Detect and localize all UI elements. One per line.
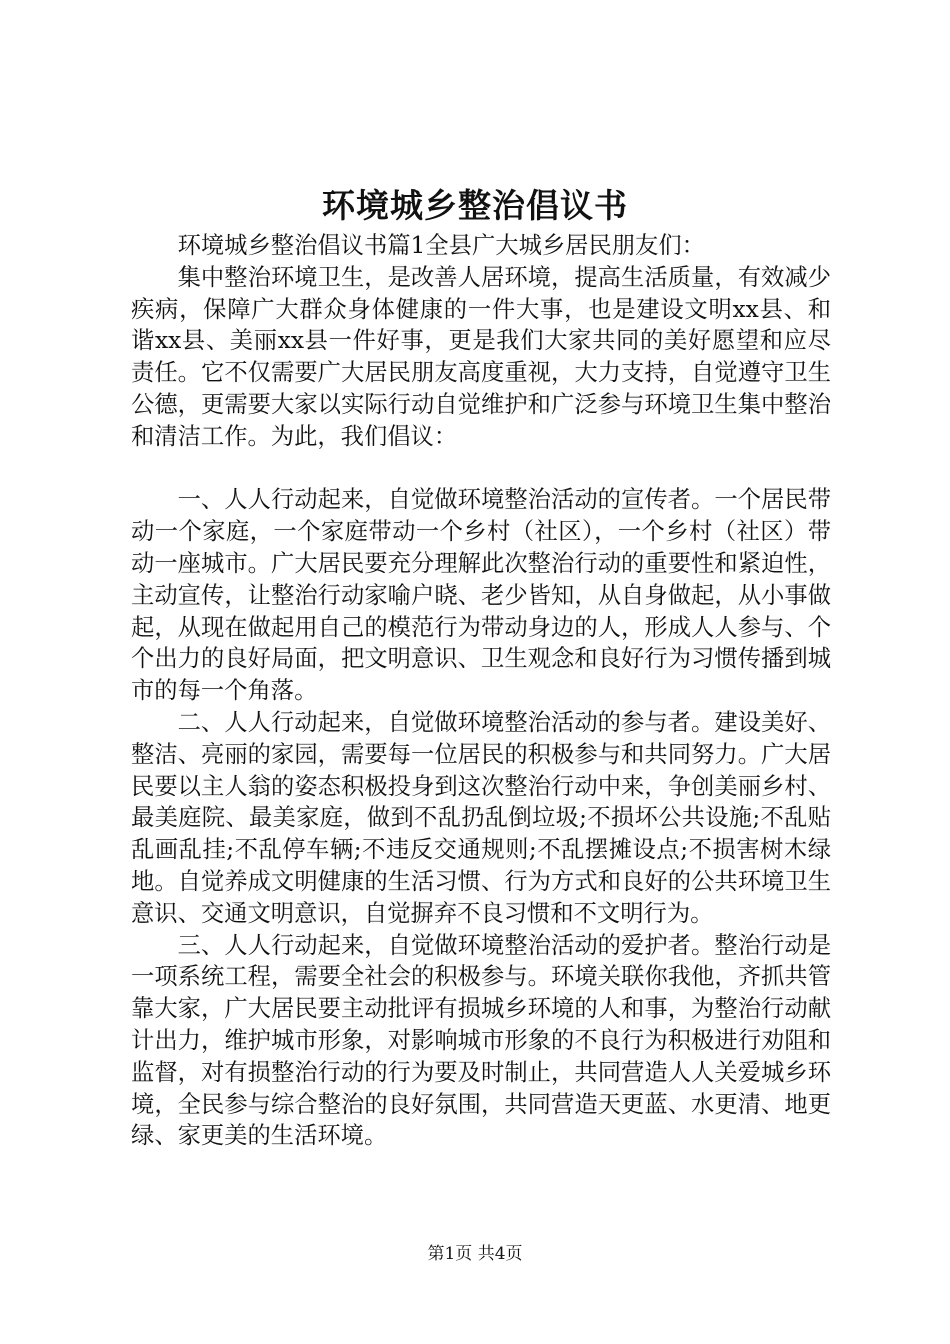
paragraph-point-three: 三、人人行动起来，自觉做环境整治活动的爱护者。整治行动是一项系统工程，需要全社会的积极参与。环境关联你我他，齐抓共管靠大家，广大居民要主动批评有损城乡环境的人和事，为整治行动献计出力，维护城市形象，对影响城市形象的不良行为积极进行劝阻和监督，对有损整治行动的行为要及时制止，共同营造人人关爱城乡环境，全民参与综合整治的良好氛围，共同营造天更蓝、水更清、地更绿、家更美的生活环境。 bbox=[131, 931, 831, 1150]
paragraph-gap bbox=[131, 453, 831, 485]
document-body bbox=[131, 230, 831, 1152]
paragraph-point-one: 一、人人行动起来，自觉做环境整治活动的宣传者。一个居民带动一个家庭，一个家庭带动一个乡村（社区），一个乡村（社区）带动一座城市。广大居民要充分理解此次整治行动的重要性和紧迫性，主动宣传，让整治行动家喻户晓、老少皆知，从自身做起，从小事做起，从现在做起用自己的模范行为带动身边的人，形成人人参与、个个出力的良好局面，把文明意识、卫生观念和良好行为习惯传播到城市的每一个角落。 bbox=[131, 486, 831, 705]
page-footer: 第1页 共4页 bbox=[427, 1244, 523, 1264]
paragraph-salutation: 环境城乡整治倡议书篇1全县广大城乡居民朋友们： bbox=[177, 232, 705, 259]
paragraph-intro: 集中整治环境卫生，是改善人居环境，提高生活质量，有效减少疾病，保障广大群众身体健康的一件大事，也是建设文明xx县、和谐xx县、美丽xx县一件好事，更是我们大家共同的美好愿望和应尽责任。它不仅需要广大居民朋友高度重视，大力支持，自觉遵守卫生公德，更需要大家以实际行动自觉维护和广泛参与环境卫生集中整治和清洁工作。为此，我们倡议： bbox=[131, 263, 831, 450]
document-title: 环境城乡整治倡议书 bbox=[322, 186, 628, 225]
paragraph-point-two: 二、人人行动起来，自觉做环境整治活动的参与者。建设美好、整洁、亮丽的家园，需要每一位居民的积极参与和共同努力。广大居民要以主人翁的姿态积极投身到这次整治行动中来，争创美丽乡村、最美庭院、最美家庭，做到不乱扔乱倒垃圾;不损坏公共设施;不乱贴乱画乱挂;不乱停车辆;不违反交通规则;不乱摆摊设点;不损害树木绿地。自觉养成文明健康的生活习惯、行为方式和良好的公共环境卫生意识、交通文明意识，自觉摒弃不良习惯和不文明行为。 bbox=[131, 708, 831, 927]
